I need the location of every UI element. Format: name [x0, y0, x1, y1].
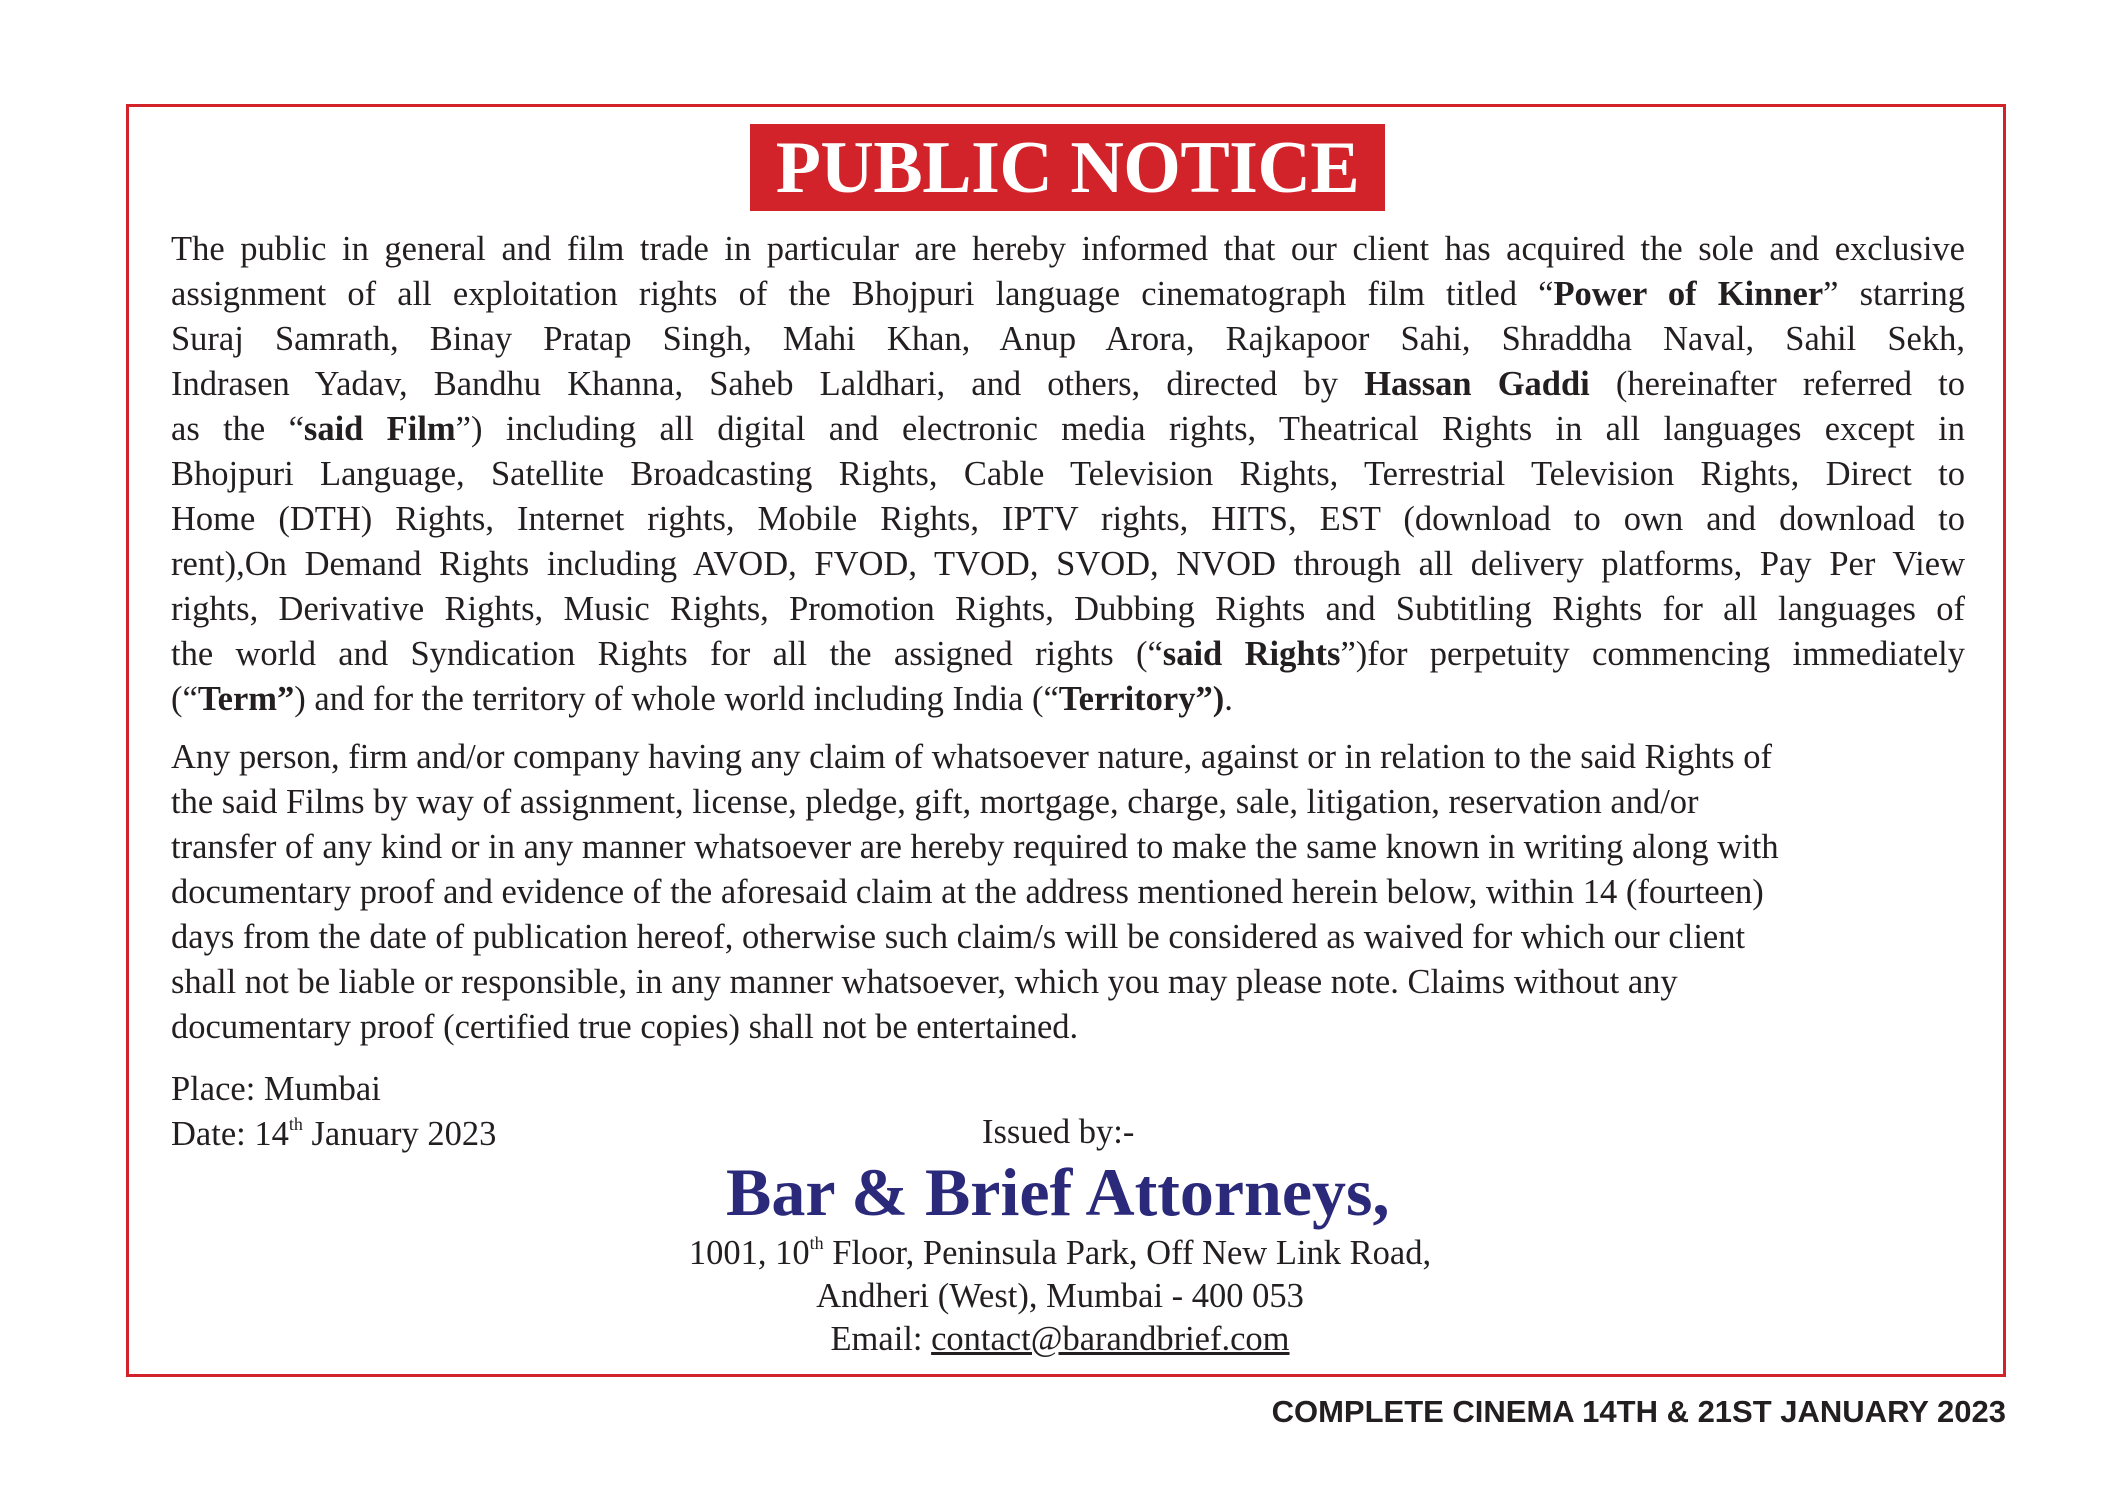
notice-title: PUBLIC NOTICE — [775, 126, 1360, 209]
paragraph-1-line: assignment of all exploitation rights of the Bhojpuri language cinematograph film titled “Power of Kinner” starring — [171, 275, 1965, 313]
paragraph-1-line: Bhojpuri Language, Satellite Broadcasting Rights, Cable Television Rights, Terrestrial Television Rights, Direct to — [171, 455, 1965, 493]
firm-name: Bar & Brief Attorneys, — [726, 1154, 1390, 1230]
place: Place: Mumbai — [171, 1070, 381, 1108]
paragraph-1-line: Indrasen Yadav, Bandhu Khanna, Saheb Laldhari, and others, directed by Hassan Gaddi (hereinafter referred to — [171, 365, 1966, 403]
email-link[interactable]: contact@barandbrief.com — [931, 1320, 1290, 1358]
title-banner — [750, 124, 1385, 211]
issued-by-label: Issued by:- — [982, 1113, 1135, 1151]
paragraph-1-line: Suraj Samrath, Binay Pratap Singh, Mahi Khan, Anup Arora, Rajkapoor Sahi, Shraddha Naval, Sahil Sekh, — [171, 320, 1965, 358]
email-line: Email: contact@barandbrief.com — [830, 1320, 1290, 1358]
publication-footer: COMPLETE CINEMA 14TH & 21ST JANUARY 2023 — [1271, 1394, 2006, 1429]
address-line-1: 1001, 10th Floor, Peninsula Park, Off New Link Road, — [688, 1233, 1432, 1272]
paragraph-1-line: rights, Derivative Rights, Music Rights, Promotion Rights, Dubbing Rights and Subtitling Rights for all languages of — [171, 590, 1965, 628]
paragraph-2-line: shall not be liable or responsible, in any manner whatsoever, which you may please note. Claims without any — [171, 963, 1678, 1001]
address-line-2: Andheri (West), Mumbai - 400 053 — [816, 1277, 1304, 1315]
paragraph-2-line: Any person, firm and/or company having any claim of whatsoever nature, against or in relation to the said Rights of — [171, 738, 1772, 776]
paragraph-2-line: days from the date of publication hereof, otherwise such claim/s will be considered as waived for which our client — [171, 918, 1746, 956]
paragraph-2-line: the said Films by way of assignment, license, pledge, gift, mortgage, charge, sale, litigation, reservation and/or — [171, 783, 1699, 821]
director-name: Hassan Gaddi — [1364, 365, 1590, 403]
paragraph-1-line: as the “said Film”) including all digital and electronic media rights, Theatrical Rights in all languages except in — [171, 410, 1965, 448]
film-title: Power of Kinner — [1553, 275, 1824, 313]
paragraph-1-line: The public in general and film trade in particular are hereby informed that our client has acquired the sole and exclusive — [171, 230, 1965, 268]
paragraph-1-line: the world and Syndication Rights for all the assigned rights (“said Rights”)for perpetuity commencing immediately — [171, 635, 1965, 673]
paragraph-1-line: Home (DTH) Rights, Internet rights, Mobile Rights, IPTV rights, HITS, EST (download to own and download to — [171, 500, 1965, 538]
paragraph-1-last-line: (“Term”) and for the territory of whole world including India (“Territory”). — [171, 680, 1233, 718]
paragraph-1-line: rent),On Demand Rights including AVOD, FVOD, TVOD, SVOD, NVOD through all delivery platforms, Pay Per View — [171, 545, 1965, 583]
paragraph-2-line: transfer of any kind or in any manner whatsoever are hereby required to make the same known in writing along with — [171, 828, 1779, 866]
paragraph-2-line: documentary proof and evidence of the aforesaid claim at the address mentioned herein below, within 14 (fourteen) — [171, 873, 1764, 911]
date: Date: 14th January 2023 — [171, 1114, 497, 1153]
paragraph-2-line: documentary proof (certified true copies) shall not be entertained. — [171, 1008, 1079, 1046]
